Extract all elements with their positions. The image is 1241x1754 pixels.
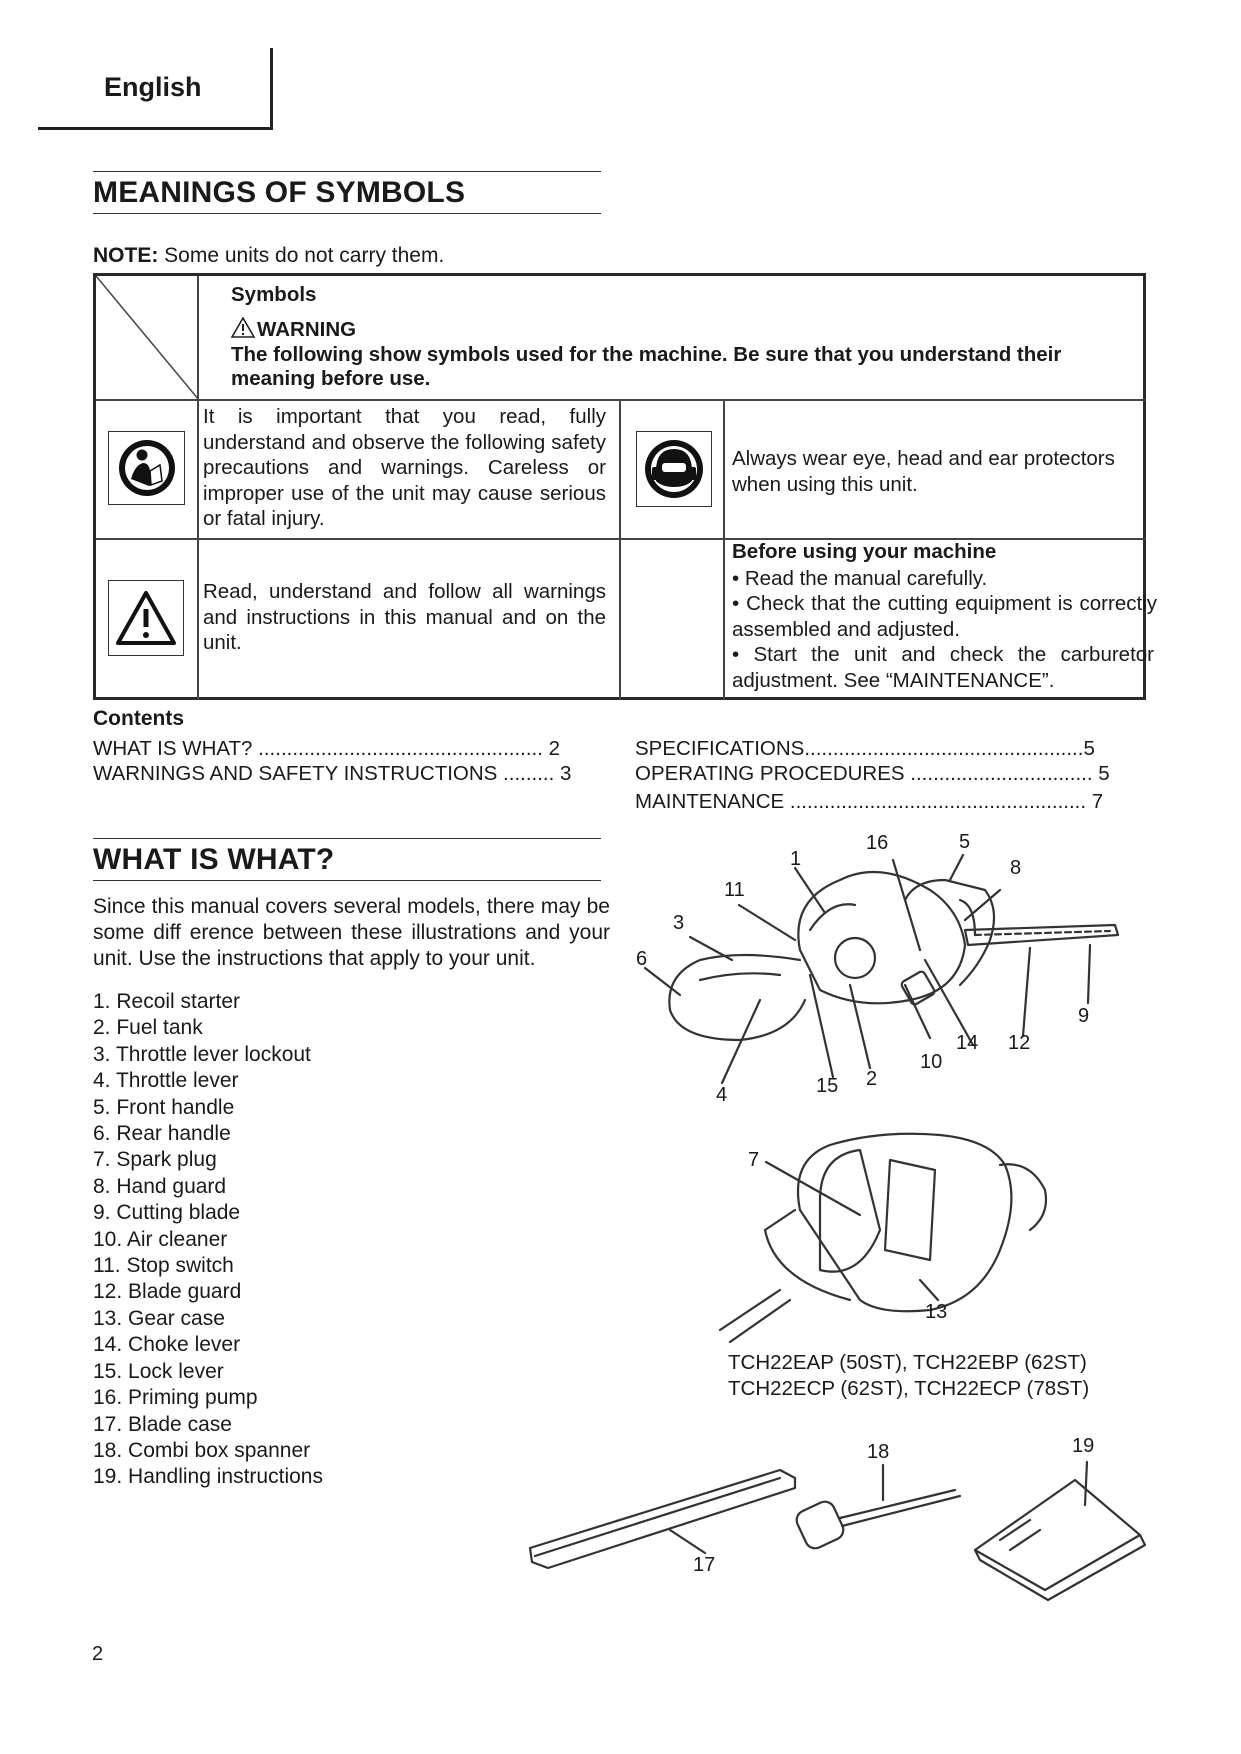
part-item: 1. Recoil starter <box>93 990 241 1013</box>
callout-label: 7 <box>748 1149 760 1171</box>
part-item: 3. Throttle lever lockout <box>93 1042 311 1066</box>
callout-label: 13 <box>925 1301 948 1323</box>
contents-title: Contents <box>93 707 184 730</box>
toc-leader: .................................................... <box>789 790 1087 813</box>
handling-instructions-drawing <box>975 1480 1140 1590</box>
note-label: NOTE: <box>93 244 159 267</box>
callout-label: 12 <box>1008 1032 1031 1054</box>
fuel-cap-drawing <box>835 938 875 978</box>
callout-label: 17 <box>693 1554 716 1576</box>
part-item: 16. Priming pump <box>93 1386 258 1410</box>
part-item: 5. Front handle <box>93 1095 235 1119</box>
part-item: 17. Blade case <box>93 1412 232 1436</box>
toc-label: SPECIFICATIONS <box>635 737 805 760</box>
before-using-bullet: • Read the manual carefully. <box>732 567 988 590</box>
part-item: 13. Gear case <box>93 1306 225 1330</box>
part-item: 10. Air cleaner <box>93 1227 228 1251</box>
part-item: 19. Handling instructions <box>93 1465 323 1489</box>
toc-label: MAINTENANCE <box>635 790 790 813</box>
part-item: 4. Throttle lever <box>93 1069 239 1093</box>
toc-leader: ................................ <box>910 762 1093 785</box>
engine-rear-view-drawing <box>798 1134 1011 1312</box>
toc-label: OPERATING PROCEDURES <box>635 762 911 785</box>
note-text: Some units do not carry them. <box>164 244 445 267</box>
model-names <box>728 1350 1089 1402</box>
toc-page: 7 <box>1091 790 1104 813</box>
callout-label: 16 <box>866 832 889 854</box>
callout-label: 8 <box>1010 857 1022 879</box>
blade-case-drawing <box>530 1470 795 1568</box>
callout-label: 11 <box>724 879 745 901</box>
warning-text: The following show symbols used for the machine. Be sure that you understand their meaning before use. <box>231 343 1062 390</box>
part-item: 7. Spark plug <box>93 1148 217 1172</box>
row1-right-text: Always wear eye, head and ear protectors when using this unit. <box>732 447 1115 496</box>
callout-label: 15 <box>816 1075 839 1097</box>
front-handle-drawing <box>905 880 994 985</box>
symbols-section-title: MEANINGS OF SYMBOLS <box>93 171 601 214</box>
combi-spanner-drawing <box>793 1498 846 1551</box>
engine-body-drawing <box>798 872 965 1003</box>
callout-label: 14 <box>956 1032 979 1054</box>
part-item: 12. Blade guard <box>93 1280 242 1304</box>
row1-left-text: It is important that you read, fully understand and observe the following safety precautions and warnings. Careless or improper use of the unit may cause serious or fatal injury. <box>203 405 606 530</box>
what-is-what-intro: Since this manual covers several models, there may be some diff erence between these illustrations and your unit. Use the instructions that apply to your unit. <box>93 895 610 970</box>
toc-page: 2 <box>548 737 561 760</box>
callout-label: 3 <box>673 912 685 934</box>
callout-label: 1 <box>790 848 802 870</box>
model-line: TCH22ECP (62ST), TCH22ECP (78ST) <box>728 1377 1090 1400</box>
part-item: 9. Cutting blade <box>93 1201 241 1225</box>
what-is-what-title: WHAT IS WHAT? <box>93 838 601 881</box>
callout-label: 18 <box>867 1441 890 1463</box>
callout-label: 5 <box>959 831 971 853</box>
callout-label: 6 <box>636 948 648 970</box>
toc-label: WARNINGS AND SAFETY INSTRUCTIONS <box>93 762 504 785</box>
part-item: 2. Fuel tank <box>93 1016 203 1040</box>
before-using-bullet: • Check that the cutting equipment is correctly assembled and adjusted. <box>732 592 1157 641</box>
callout-label: 4 <box>716 1084 728 1106</box>
callout-label: 2 <box>866 1068 878 1090</box>
toc-leader: ................................................. <box>804 737 1084 760</box>
part-item: 11. Stop switch <box>93 1254 234 1278</box>
toc-page: 3 <box>560 762 572 785</box>
part-item: 14. Choke lever <box>93 1333 241 1357</box>
callout-label: 10 <box>920 1051 943 1073</box>
warning-label: WARNING <box>257 318 357 341</box>
language-label: English <box>104 72 202 102</box>
symbols-header: Symbols <box>231 283 317 306</box>
part-item: 6. Rear handle <box>93 1122 231 1146</box>
before-using-bullet: • Start the unit and check the carburetor adjustment. See “MAINTENANCE”. <box>732 643 1154 692</box>
model-line: TCH22EAP (50ST), TCH22EBP (62ST) <box>728 1351 1087 1374</box>
callout-label: 19 <box>1072 1435 1095 1457</box>
part-item: 15. Lock lever <box>93 1359 224 1383</box>
toc-label: WHAT IS WHAT? <box>93 737 259 760</box>
toc-leader: ......... <box>503 762 555 785</box>
row2-left-text: Read, understand and follow all warnings and instructions in this manual and on the unit. <box>203 580 606 654</box>
callout-label: 9 <box>1078 1005 1090 1027</box>
page-number: 2 <box>92 1643 104 1665</box>
toc-leader: .................................................. <box>258 737 543 760</box>
part-item: 8. Hand guard <box>93 1174 227 1198</box>
part-item: 18. Combi box spanner <box>93 1438 311 1462</box>
toc-page: 5 <box>1083 737 1095 760</box>
before-using-title: Before using your machine <box>732 540 997 563</box>
toc-page: 5 <box>1098 762 1110 785</box>
rear-handle-drawing <box>669 955 805 1040</box>
